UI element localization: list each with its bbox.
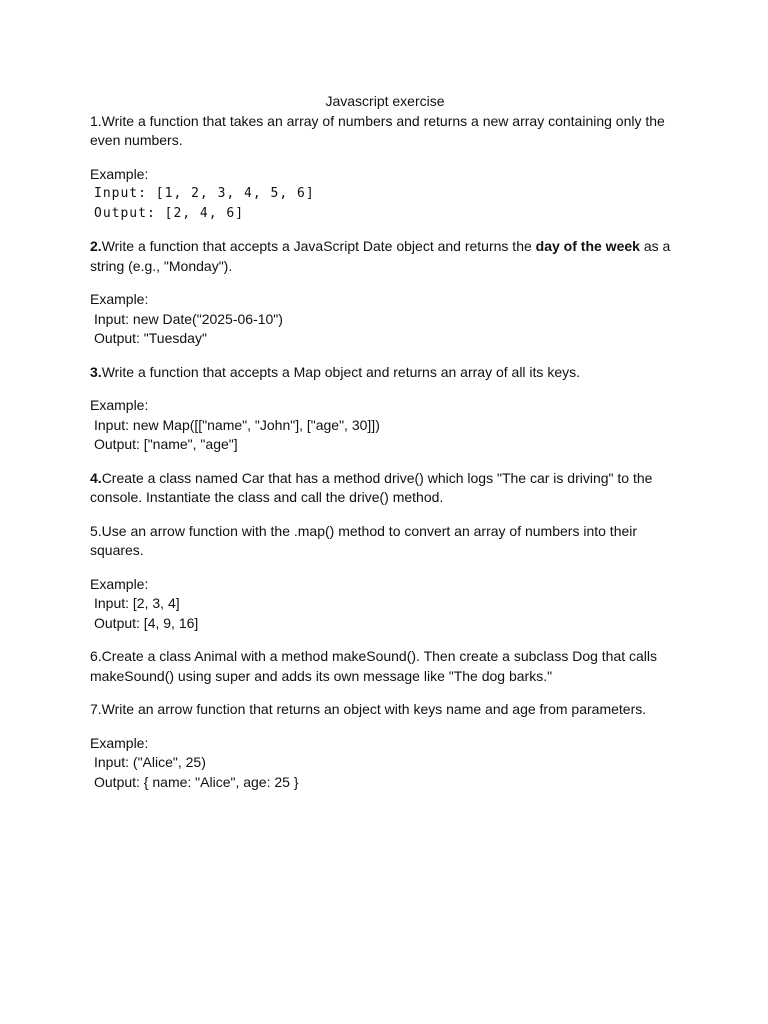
example-5: [90, 575, 680, 634]
question-number: 4.: [90, 469, 102, 486]
example-label: Example:: [90, 397, 149, 413]
question-text: Write a function that accepts a JavaScript Date object and returns the: [101, 238, 536, 254]
question-text: Write a function that accepts a Map object and returns an array of all its keys.: [101, 363, 580, 380]
example-output: Output: [2, 4, 6]: [94, 205, 245, 221]
example-3: [90, 396, 680, 455]
question-4: [90, 469, 680, 508]
example-output: Output: ["name", "age"]: [94, 436, 238, 452]
example-1: [90, 165, 680, 224]
example-output: Output: [4, 9, 16]: [94, 614, 199, 631]
question-number: 2.: [90, 238, 102, 254]
question-2: [90, 237, 680, 276]
question-5: 5.Use an arrow function with the .map() method to convert an array of numbers into their squares.: [90, 522, 638, 558]
example-input: Input: new Map([["name", "John"], ["age", 30]]): [94, 416, 380, 433]
question-3: [90, 363, 680, 383]
question-text: as a string (e.g., "Monday").: [90, 238, 671, 274]
document-title: Javascript exercise: [325, 93, 445, 109]
example-output: Output: "Tuesday": [94, 330, 207, 346]
example-label: Example:: [90, 734, 149, 751]
example-input: Input: [2, 3, 4]: [94, 595, 180, 611]
example-7: [90, 734, 680, 793]
example-input: Input: new Date("2025-06-10"): [94, 310, 283, 327]
example-output: Output: { name: "Alice", age: 25 }: [94, 773, 299, 790]
question-6: 6.Create a class Animal with a method makeSound(). Then create a subclass Dog that calls makeSound() using super and adds its own message like "The dog barks.": [90, 648, 658, 684]
question-7: 7.Write an arrow function that returns an object with keys name and age from parameters.: [90, 701, 647, 717]
question-text: Create a class named Car that has a method drive() which logs "The car is driving" to the console. Instantiate the class and call the drive() method.: [90, 469, 653, 505]
document-page: [90, 92, 680, 792]
example-label: Example:: [90, 165, 149, 182]
question-number: 3.: [90, 363, 102, 380]
example-label: Example:: [90, 291, 149, 307]
example-label: Example:: [90, 575, 149, 592]
question-1: 1.Write a function that takes an array of numbers and returns a new array containing only the even numbers.: [90, 112, 665, 148]
example-input: Input: ("Alice", 25): [94, 754, 206, 770]
question-bold-text: day of the week: [535, 238, 640, 254]
example-input: Input: [1, 2, 3, 4, 5, 6]: [94, 186, 315, 201]
example-2: [90, 290, 680, 349]
